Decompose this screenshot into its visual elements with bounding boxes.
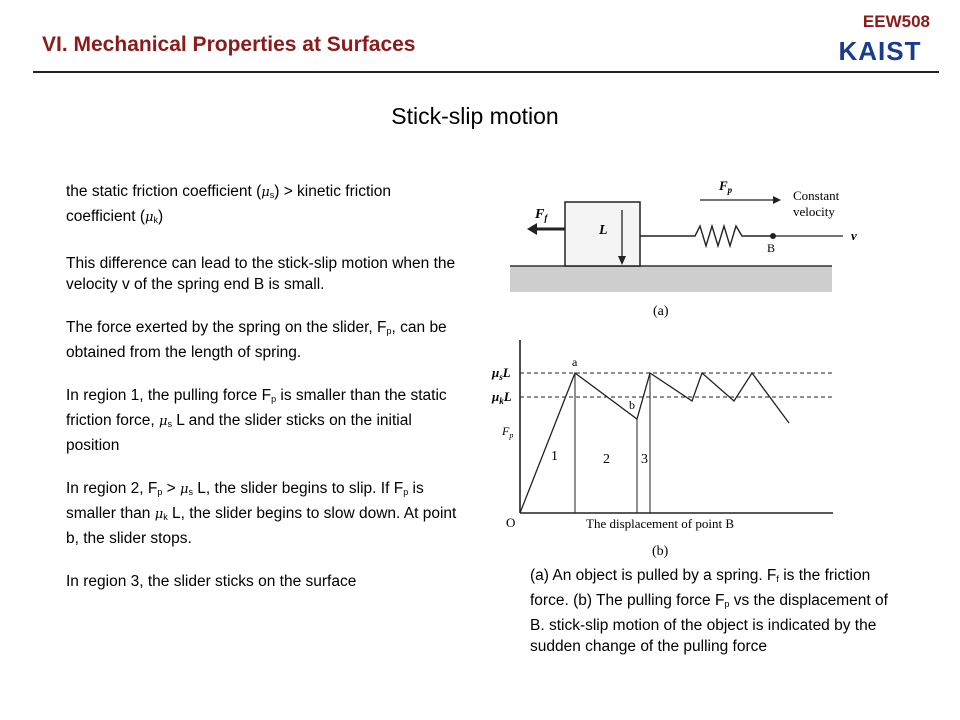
caption-a: (a) xyxy=(653,304,669,319)
figure-caption: (a) An object is pulled by a spring. $F_f$ is the friction force. (b) The pulling force $F_p$ vs the displacement of B. stick-slip motion of the object is indicated by the sudden change of the pulling force xyxy=(530,567,888,655)
label-Ff: $F_f$ xyxy=(535,207,548,223)
svg-text:KAIST: KAIST xyxy=(838,36,922,66)
x-axis-label: The displacement of point B xyxy=(586,516,735,531)
caption-b: (b) xyxy=(652,544,669,559)
body-text xyxy=(66,181,461,614)
force-curve xyxy=(520,373,789,513)
kaist-logo xyxy=(830,36,930,66)
label-B: B xyxy=(767,241,776,255)
paragraph-friction-coefficients: the static friction coefficient $(\mu_s)$ > kinetic friction coefficient $(\mu_k)$ xyxy=(66,183,391,225)
label-constant: Constant xyxy=(793,188,840,203)
spring xyxy=(640,226,773,246)
label-v: v xyxy=(851,228,857,243)
paragraph-spring-force: The force exerted by the spring on the slider, $F_p$, can be obtained from the length of spring. xyxy=(66,319,447,361)
label-point-b: b xyxy=(629,398,635,412)
paragraph-region-1: In region 1, the pulling force $F_p$ is smaller than the static friction force, $\mu_s$ L and the slider sticks on the initial position xyxy=(66,387,447,454)
label-region-2: 2 xyxy=(603,452,610,467)
figure-b-force-displacement xyxy=(488,335,838,563)
header-divider xyxy=(33,71,939,73)
slide-title: Stick-slip motion xyxy=(391,103,559,129)
label-region-1: 1 xyxy=(551,449,558,464)
label-Fp: $F_p$ xyxy=(719,178,733,195)
paragraph-region-2: In region 2, $F_p > \mu_s$ L, the slider begins to slip. If $F_p$ is smaller than $\mu_k$ L, the slider begins to slow down. At point b, the slider stops. xyxy=(66,480,457,547)
label-velocity: velocity xyxy=(793,204,835,219)
surface xyxy=(510,266,832,292)
label-point-a: a xyxy=(572,355,578,369)
label-mu-k-L: $\mu_kL$ xyxy=(492,389,512,406)
label-L: L xyxy=(599,223,608,238)
figure-a-spring-block xyxy=(505,170,857,325)
label-region-3: 3 xyxy=(641,452,648,467)
paragraph-stick-slip-cause: This difference can lead to the stick-slip motion when the velocity v of the spring end B is small. xyxy=(66,255,456,293)
paragraph-region-3: In region 3, the slider sticks on the surface xyxy=(66,573,357,590)
label-Fp-axis: $F_p$ xyxy=(502,424,514,440)
section-title: VI. Mechanical Properties at Surfaces xyxy=(42,33,416,56)
label-mu-s-L: $\mu_sL$ xyxy=(492,365,511,382)
label-origin: O xyxy=(506,515,516,530)
course-code: EEW508 xyxy=(862,12,930,31)
